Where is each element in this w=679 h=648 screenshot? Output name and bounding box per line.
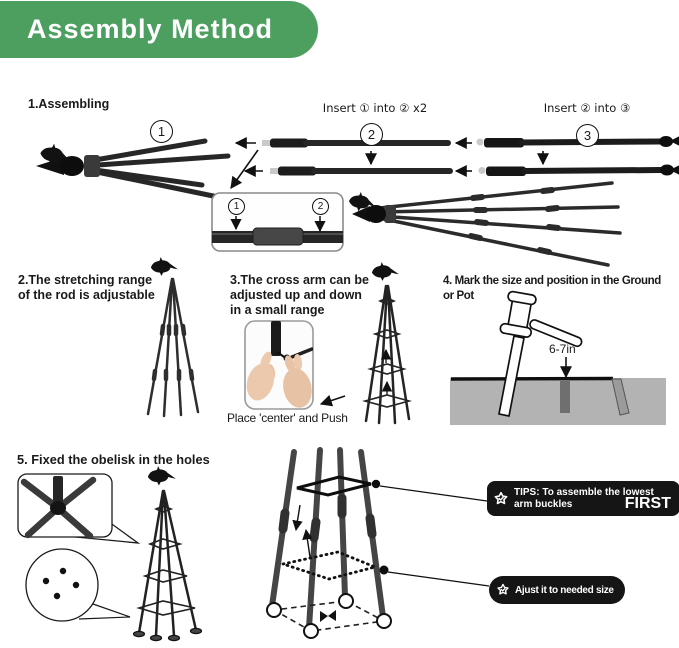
detail-callout-2: 2 xyxy=(312,198,329,215)
tip1-emphasis: FIRST xyxy=(624,495,671,512)
step3-line2: adjusted up and down xyxy=(230,288,362,302)
rod-pair-3 xyxy=(477,136,675,176)
depth-label: 6-7in xyxy=(549,342,576,356)
callout-circle-1: 1 xyxy=(150,120,173,143)
step4-line2: or Pot xyxy=(443,289,474,302)
step3-line1: 3.The cross arm can be xyxy=(230,273,369,287)
step2-line2: of the rod is adjustable xyxy=(18,288,155,302)
detail-callout-1: 1 xyxy=(228,198,245,215)
tip1-text: TIPS: To assemble the lowest arm buckles xyxy=(514,487,654,510)
bird-finial-icon xyxy=(151,257,178,276)
fan-assembly-2 xyxy=(347,183,620,265)
step4-heading xyxy=(443,274,679,303)
step3-line3: in a small range xyxy=(230,303,325,317)
step2-line1: 2.The stretching range xyxy=(18,273,153,287)
photo-caption: Place 'center' and Push xyxy=(227,411,348,425)
insert-2-into-3-label: Insert ② into ③ xyxy=(543,101,631,115)
callout-circle-3: 3 xyxy=(576,124,599,147)
callout-circle-2: 2 xyxy=(360,123,383,146)
header-banner xyxy=(0,1,318,58)
rod-pair-2 xyxy=(262,139,450,176)
step3-heading xyxy=(230,273,369,318)
bird-finial-icon xyxy=(372,262,399,281)
tip-banner-first xyxy=(487,481,679,516)
step5-heading: 5. Fixed the obelisk in the holes xyxy=(17,452,210,467)
tip-banner-adjust xyxy=(489,576,625,604)
tower-step2 xyxy=(148,257,198,416)
flow-arrows xyxy=(231,141,679,188)
tower-step3 xyxy=(365,262,409,423)
hub-closeup-bubble xyxy=(18,474,138,543)
step4-line1: 4. Mark the size and position in the Ground xyxy=(443,275,661,287)
obelisk-step5 xyxy=(134,466,202,641)
page-title: Assembly Method xyxy=(27,14,274,44)
step2-heading xyxy=(18,273,155,303)
insert-1-into-2-label: Insert ① into ② x2 xyxy=(322,101,428,115)
step1-heading: 1.Assembling xyxy=(28,97,110,111)
ground-diagram xyxy=(450,291,666,425)
lower-frame-closeup xyxy=(267,450,489,638)
clip-photo xyxy=(242,321,345,410)
tip2-text: Ajust it to needed size xyxy=(515,584,614,596)
bird-finial-icon xyxy=(148,466,176,486)
star-check-icon xyxy=(496,583,510,597)
fan-assembly-1 xyxy=(36,141,228,197)
holes-closeup-bubble xyxy=(26,549,130,621)
star-check-icon xyxy=(493,491,509,507)
